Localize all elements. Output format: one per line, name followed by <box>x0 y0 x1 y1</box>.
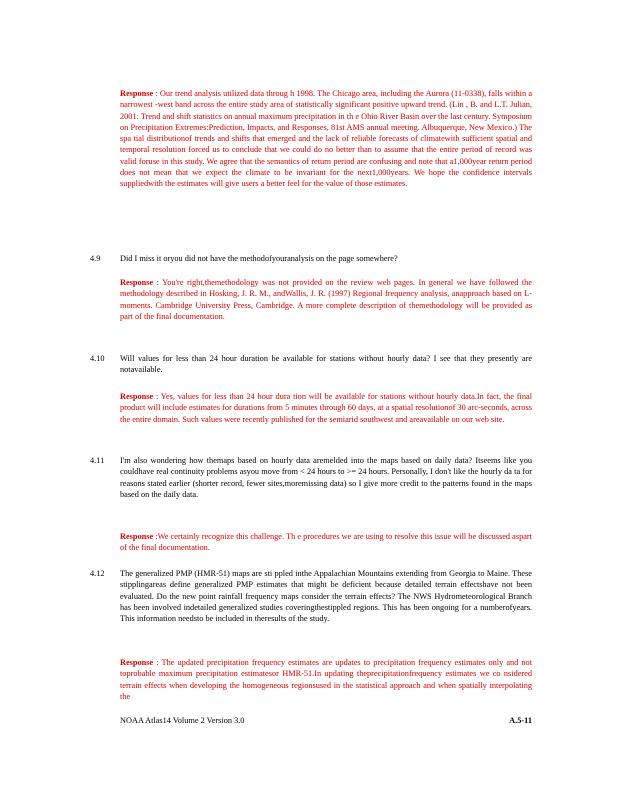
response-label: Response <box>120 392 154 401</box>
response-text: : Yes, values for less than 24 hour dura tion will be available for stations without hourly data.In fact, the final product will include estimates for durations from 5 minutes through 60 days, at a spatial resolutionof 30 arc-seconds, across the entire domain. Such values were recently published for the semiarid southwest and areavailable on our web site. <box>120 392 532 424</box>
response-block <box>120 657 532 702</box>
response-label: Response <box>120 658 154 667</box>
response-text: :We certainly recognize this challenge. Th e procedures we are using to resolve this issue will be discussed aspart of the final documentation. <box>120 532 532 553</box>
response-block <box>120 277 532 322</box>
response-label: Response <box>120 532 154 541</box>
response-block <box>120 531 532 554</box>
response-label: Response <box>120 278 154 287</box>
page-number: A.5-11 <box>509 716 532 725</box>
question-text: Will values for less than 24 hour duration be available for stations without hourly data? I see that they presently are notavailable. <box>120 354 532 375</box>
question-text: The generalized PMP (HMR-51) maps are sti ppled inthe Appalachian Mountains extending from Georgia to Maine. These stipplingareas define generalized PMP estimates that might be deficient because detailed terrain effectshave not been evaluated. Do the new point rainfall frequency maps consider the terrain effects? The NWS Hydrometeorological Branch has been involved indetailed generalized studies coveringthestippled regions. This has been ongoing for a numberofyears. This information needsto be included in theresults of the study. <box>120 569 532 624</box>
response-block <box>120 391 532 425</box>
footer-document-title: NOAA Atlas14 Volume 2 Version 3.0 <box>120 716 245 725</box>
question-number: 4.9 <box>90 254 101 263</box>
response-text: : You're right,themethodology was not provided on the review web pages. In general we have followed the methodology described in Hosking, J. R. M., andWallis, J. R. (1997) Regional frequency analysis, anapproach based on L-moments. Cambridge University Press, Cambridge. A more complete description of themethodology will be provided as part of the final documentation. <box>120 278 532 321</box>
question-text: Did I miss it oryou did not have the methodofyouranalysis on the page somewhere? <box>120 254 398 263</box>
question-number: 4.11 <box>90 456 105 465</box>
question-text: I'm also wondering how themaps based on hourly data aremelded into the maps based on daily data? Itseems like you couldhave real continuity problems asyou move from < 24 hours to >= 24 hours. Personally, I don't like the hourly da ta for reasons stated earlier (shorter record, fewer sites,moremissing data) so I give more credit to the patterns found in the maps based on the daily data. <box>120 456 532 499</box>
question-number: 4.10 <box>90 354 105 363</box>
question-number: 4.12 <box>90 569 105 578</box>
response-block <box>120 88 532 190</box>
response-text: : Our trend analysis utilized data throug h 1998. The Chicago area, including the Aurora (11-0338), falls within a narrowest -west band across the entire study area of statistically significant positive upward trend. (Lin , B. and L.T. Julian, 2001: Trend and shift statistics on annual maximum precipitation in th e Ohio River Basin over the last century. Symposium on Precipitation Extremes:Prediction, Impacts, and Responses, 81st AMS annual meeting. Albuquerque, New Mexico.) The spa tial distributionof trends and shifts that emerged and the lack of reliable forecasts of climatewith sufficient spatial and temporal resolution forced us to conclude that we could do no better than to assume that the entire period of record was valid foruse in this study. We agree that the semantics of return period are confusing and note that a1,000year return period does not mean that we expect the climate to be invariant for the next1,000years. We hope the confidence intervals suppliedwith the estimates will give users a better feel for the value of those estimates. <box>120 89 532 189</box>
response-label: Response <box>120 89 154 98</box>
response-text: : The updated precipitation frequency estimates are updates to precipitation frequency estimates only and not toprobable maximum precipitation estimatesor HMR-51.In updating theprecipitationfrequency estimates we co nsidered terrain effects when developing the homogeneous regionsused in the statistical approach and when spatially interpolating the <box>120 658 533 701</box>
